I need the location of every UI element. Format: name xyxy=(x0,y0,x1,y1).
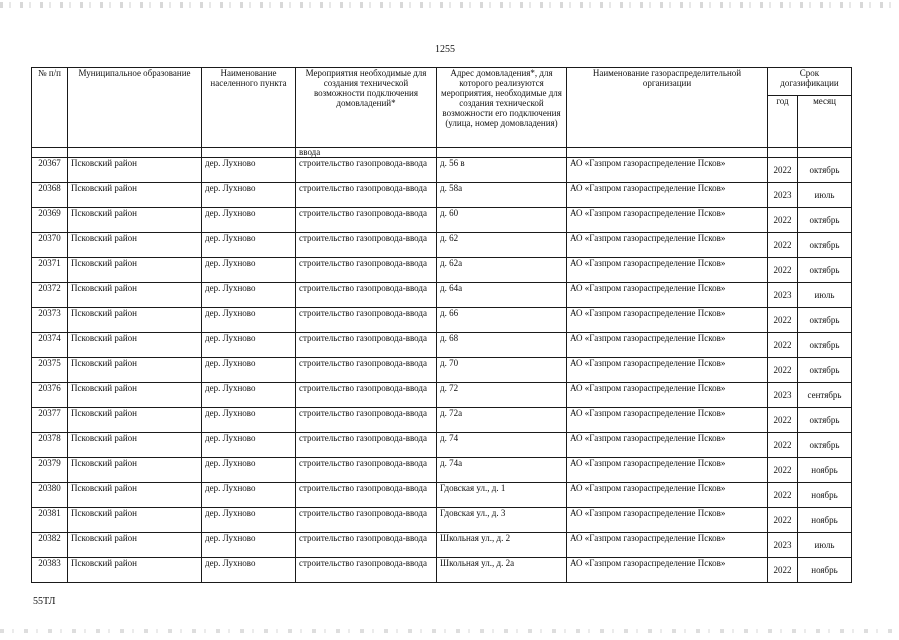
cell-org: АО «Газпром газораспределение Псков» xyxy=(567,533,768,558)
cell-month: октябрь xyxy=(798,358,852,383)
cell-num: 20371 xyxy=(32,258,68,283)
cell-org: АО «Газпром газораспределение Псков» xyxy=(567,383,768,408)
cell-municipality: Псковский район xyxy=(68,458,202,483)
cell-measure: строительство газопровода-ввода xyxy=(296,458,437,483)
cell-measure: строительство газопровода-ввода xyxy=(296,508,437,533)
cell-municipality: Псковский район xyxy=(68,333,202,358)
cell-municipality: Псковский район xyxy=(68,258,202,283)
cell-measure: строительство газопровода-ввода xyxy=(296,483,437,508)
cell-month: октябрь xyxy=(798,158,852,183)
cell-year: 2022 xyxy=(768,458,798,483)
cell-address: д. 62 xyxy=(437,233,567,258)
cell-address: Школьная ул., д. 2а xyxy=(437,558,567,583)
cell-address: Школьная ул., д. 2 xyxy=(437,533,567,558)
cell-num: 20378 xyxy=(32,433,68,458)
table-row xyxy=(32,383,852,408)
cell-num: 20375 xyxy=(32,358,68,383)
table-row xyxy=(32,208,852,233)
cell-org: АО «Газпром газораспределение Псков» xyxy=(567,183,768,208)
cell-year: 2023 xyxy=(768,183,798,208)
cell-measure: строительство газопровода-ввода xyxy=(296,208,437,233)
cell-settlement: дер. Лухново xyxy=(202,358,296,383)
cell-address: д. 68 xyxy=(437,333,567,358)
cell-municipality: Псковский район xyxy=(68,358,202,383)
header-address: Адрес домовладения*, для которого реализуются мероприятия, необходимые для создания технической возможности его подключения (улица, номер домовладения) xyxy=(437,68,567,148)
cell-year: 2022 xyxy=(768,558,798,583)
cell-year: 2022 xyxy=(768,508,798,533)
cell-address: д. 72а xyxy=(437,408,567,433)
page-number: 1255 xyxy=(435,44,455,55)
cell-month: октябрь xyxy=(798,408,852,433)
cell-municipality: Псковский район xyxy=(68,183,202,208)
cell-org: АО «Газпром газораспределение Псков» xyxy=(567,408,768,433)
cell-municipality: Псковский район xyxy=(68,208,202,233)
cell-municipality: Псковский район xyxy=(68,533,202,558)
cell-year: 2022 xyxy=(768,483,798,508)
cell-num: 20367 xyxy=(32,158,68,183)
header-municipality: Муниципальное образование xyxy=(68,68,202,148)
cell-org: АО «Газпром газораспределение Псков» xyxy=(567,208,768,233)
header-measures: Мероприятия необходимые для создания технической возможности подключения домовладений* xyxy=(296,68,437,148)
gasification-table xyxy=(31,67,852,583)
cell-year: 2022 xyxy=(768,408,798,433)
cell-org: АО «Газпром газораспределение Псков» xyxy=(567,433,768,458)
cell-address: Гдовская ул., д. 1 xyxy=(437,483,567,508)
cell-num: 20376 xyxy=(32,383,68,408)
cell-settlement: дер. Лухново xyxy=(202,333,296,358)
cell-settlement: дер. Лухново xyxy=(202,258,296,283)
cell-municipality: Псковский район xyxy=(68,233,202,258)
cell-measure: строительство газопровода-ввода xyxy=(296,383,437,408)
cell-measure: строительство газопровода-ввода xyxy=(296,233,437,258)
cell-year: 2022 xyxy=(768,208,798,233)
cell-settlement: дер. Лухново xyxy=(202,383,296,408)
cell-org: АО «Газпром газораспределение Псков» xyxy=(567,258,768,283)
cell-org: АО «Газпром газораспределение Псков» xyxy=(567,333,768,358)
cell-num: 20379 xyxy=(32,458,68,483)
cell-settlement: дер. Лухново xyxy=(202,208,296,233)
cell-num: 20368 xyxy=(32,183,68,208)
header-month: месяц xyxy=(798,96,852,148)
cell-measure: строительство газопровода-ввода xyxy=(296,433,437,458)
table-row xyxy=(32,258,852,283)
continuation-measure: ввода xyxy=(296,148,437,158)
sheet-code: 55ТЛ xyxy=(33,596,56,607)
cell-year: 2022 xyxy=(768,358,798,383)
header-settlement: Наименование населенного пункта xyxy=(202,68,296,148)
cell-num: 20369 xyxy=(32,208,68,233)
cell-address: д. 62а xyxy=(437,258,567,283)
cell-month: ноябрь xyxy=(798,458,852,483)
cell-municipality: Псковский район xyxy=(68,158,202,183)
table-row xyxy=(32,558,852,583)
cell-org: АО «Газпром газораспределение Псков» xyxy=(567,358,768,383)
cell-municipality: Псковский район xyxy=(68,508,202,533)
cell-num: 20383 xyxy=(32,558,68,583)
cell-settlement: дер. Лухново xyxy=(202,558,296,583)
cell-measure: строительство газопровода-ввода xyxy=(296,158,437,183)
cell-settlement: дер. Лухново xyxy=(202,533,296,558)
cell-month: октябрь xyxy=(798,258,852,283)
cell-month: июль xyxy=(798,283,852,308)
cell-settlement: дер. Лухново xyxy=(202,483,296,508)
cell-settlement: дер. Лухново xyxy=(202,408,296,433)
cell-measure: строительство газопровода-ввода xyxy=(296,183,437,208)
cell-num: 20380 xyxy=(32,483,68,508)
header-term: Срок догазификации xyxy=(768,68,852,96)
cell-address: д. 64а xyxy=(437,283,567,308)
cell-month: июль xyxy=(798,533,852,558)
cell-month: ноябрь xyxy=(798,558,852,583)
cell-settlement: дер. Лухново xyxy=(202,283,296,308)
cell-measure: строительство газопровода-ввода xyxy=(296,533,437,558)
table-row xyxy=(32,483,852,508)
table-row xyxy=(32,283,852,308)
header-year: год xyxy=(768,96,798,148)
cell-year: 2022 xyxy=(768,308,798,333)
cell-municipality: Псковский район xyxy=(68,283,202,308)
table-row xyxy=(32,233,852,258)
cell-num: 20374 xyxy=(32,333,68,358)
cell-year: 2022 xyxy=(768,158,798,183)
cell-month: октябрь xyxy=(798,333,852,358)
cell-municipality: Псковский район xyxy=(68,433,202,458)
cell-municipality: Псковский район xyxy=(68,308,202,333)
cell-measure: строительство газопровода-ввода xyxy=(296,358,437,383)
cell-org: АО «Газпром газораспределение Псков» xyxy=(567,283,768,308)
cell-municipality: Псковский район xyxy=(68,408,202,433)
scan-edge-bottom xyxy=(0,629,899,633)
cell-address: д. 66 xyxy=(437,308,567,333)
scan-edge-top xyxy=(0,2,899,8)
table-row xyxy=(32,533,852,558)
cell-measure: строительство газопровода-ввода xyxy=(296,258,437,283)
cell-month: июль xyxy=(798,183,852,208)
cell-year: 2023 xyxy=(768,533,798,558)
cell-year: 2022 xyxy=(768,433,798,458)
cell-year: 2022 xyxy=(768,233,798,258)
table-row xyxy=(32,508,852,533)
cell-month: октябрь xyxy=(798,208,852,233)
cell-month: сентябрь xyxy=(798,383,852,408)
cell-measure: строительство газопровода-ввода xyxy=(296,558,437,583)
cell-num: 20372 xyxy=(32,283,68,308)
cell-measure: строительство газопровода-ввода xyxy=(296,283,437,308)
cell-org: АО «Газпром газораспределение Псков» xyxy=(567,458,768,483)
cell-num: 20370 xyxy=(32,233,68,258)
cell-month: октябрь xyxy=(798,433,852,458)
cell-municipality: Псковский район xyxy=(68,558,202,583)
cell-num: 20373 xyxy=(32,308,68,333)
cell-settlement: дер. Лухново xyxy=(202,458,296,483)
cell-org: АО «Газпром газораспределение Псков» xyxy=(567,508,768,533)
cell-org: АО «Газпром газораспределение Псков» xyxy=(567,158,768,183)
cell-month: ноябрь xyxy=(798,508,852,533)
cell-measure: строительство газопровода-ввода xyxy=(296,408,437,433)
cell-settlement: дер. Лухново xyxy=(202,233,296,258)
cell-address: д. 74 xyxy=(437,433,567,458)
table-header xyxy=(32,68,852,148)
header-org: Наименование газораспределительной организации xyxy=(567,68,768,148)
cell-year: 2022 xyxy=(768,258,798,283)
cell-num: 20377 xyxy=(32,408,68,433)
cell-month: октябрь xyxy=(798,308,852,333)
continuation-row xyxy=(32,148,852,158)
cell-measure: строительство газопровода-ввода xyxy=(296,333,437,358)
cell-municipality: Псковский район xyxy=(68,383,202,408)
cell-year: 2023 xyxy=(768,283,798,308)
cell-month: ноябрь xyxy=(798,483,852,508)
cell-year: 2023 xyxy=(768,383,798,408)
table-row xyxy=(32,408,852,433)
table-row xyxy=(32,458,852,483)
table-row xyxy=(32,158,852,183)
cell-num: 20381 xyxy=(32,508,68,533)
cell-org: АО «Газпром газораспределение Псков» xyxy=(567,558,768,583)
cell-address: д. 74а xyxy=(437,458,567,483)
cell-month: октябрь xyxy=(798,233,852,258)
table-row xyxy=(32,433,852,458)
cell-settlement: дер. Лухново xyxy=(202,158,296,183)
cell-address: д. 56 в xyxy=(437,158,567,183)
cell-address: д. 60 xyxy=(437,208,567,233)
cell-settlement: дер. Лухново xyxy=(202,183,296,208)
cell-num: 20382 xyxy=(32,533,68,558)
cell-address: д. 58а xyxy=(437,183,567,208)
header-num: № п/п xyxy=(32,68,68,148)
cell-measure: строительство газопровода-ввода xyxy=(296,308,437,333)
table-row xyxy=(32,308,852,333)
cell-settlement: дер. Лухново xyxy=(202,508,296,533)
cell-address: Гдовская ул., д. 3 xyxy=(437,508,567,533)
table-row xyxy=(32,333,852,358)
cell-org: АО «Газпром газораспределение Псков» xyxy=(567,308,768,333)
cell-org: АО «Газпром газораспределение Псков» xyxy=(567,483,768,508)
gasification-table-container xyxy=(31,67,852,583)
cell-settlement: дер. Лухново xyxy=(202,308,296,333)
cell-org: АО «Газпром газораспределение Псков» xyxy=(567,233,768,258)
table-row xyxy=(32,358,852,383)
cell-address: д. 70 xyxy=(437,358,567,383)
cell-settlement: дер. Лухново xyxy=(202,433,296,458)
cell-municipality: Псковский район xyxy=(68,483,202,508)
cell-address: д. 72 xyxy=(437,383,567,408)
table-body xyxy=(32,148,852,583)
cell-year: 2022 xyxy=(768,333,798,358)
table-row xyxy=(32,183,852,208)
